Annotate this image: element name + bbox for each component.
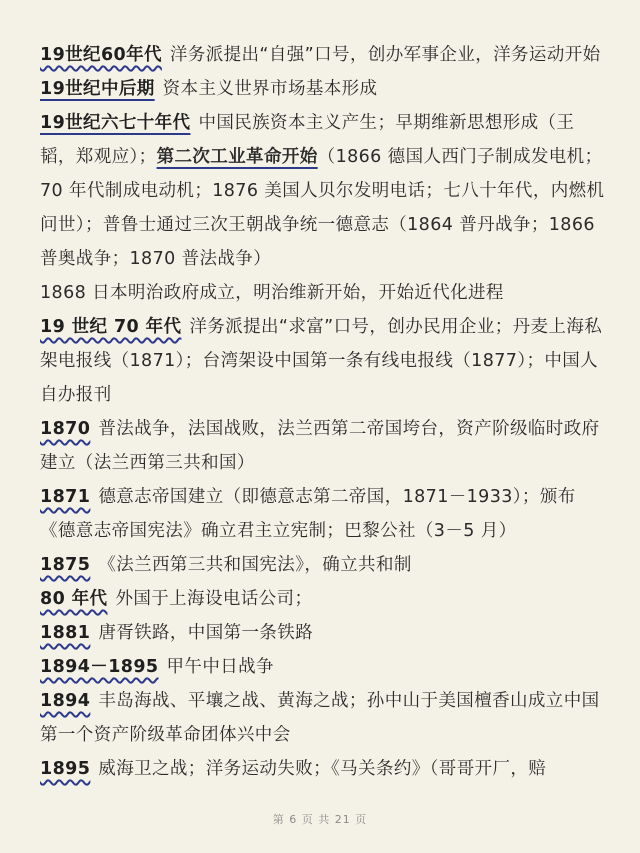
entry-text: 普法战争，法国战败，法兰西第二帝国垮台，资产阶级临时政府建立（法兰西第三共和国） bbox=[40, 419, 600, 473]
entry-text: 威海卫之战；洋务运动失败；《马关条约》（哥哥开厂，赔 bbox=[98, 759, 547, 779]
entry-text: 1868 日本明治政府成立，明治维新开始，开始近代化进程 bbox=[40, 283, 504, 303]
timeline-entry bbox=[40, 106, 610, 276]
entry-date: 1894 bbox=[40, 691, 91, 711]
timeline-entry bbox=[40, 616, 610, 650]
entry-date: 1870 bbox=[40, 419, 91, 439]
entry-date: 1881 bbox=[40, 623, 91, 643]
timeline-entry bbox=[40, 752, 610, 786]
entry-text: 洋务派提出“自强”口号，创办军事企业，洋务运动开始 bbox=[169, 45, 601, 65]
entry-text: （1866 德国人西门子制成发电机；70 年代制成电动机；1876 美国人贝尔发明电话；七八十年代，内燃机问世）；普鲁士通过三次王朝战争统一德意志（1864 普丹战争；1866 普奥战争；1870 普法战争） bbox=[40, 147, 605, 269]
entry-date: 19世纪中后期 bbox=[40, 79, 155, 99]
entry-date: 1894－1895 bbox=[40, 657, 159, 677]
entry-highlight: 第二次工业革命开始 bbox=[156, 147, 318, 167]
timeline-entries bbox=[40, 38, 610, 786]
entry-date: 1871 bbox=[40, 487, 91, 507]
timeline-entry bbox=[40, 38, 610, 72]
page-footer: 第 6 页 共 21 页 bbox=[272, 813, 368, 826]
timeline-entry bbox=[40, 310, 610, 412]
timeline-entry bbox=[40, 480, 610, 548]
timeline-entry bbox=[40, 650, 610, 684]
entry-text: 《法兰西第三共和国宪法》，确立共和制 bbox=[98, 555, 412, 575]
entry-date: 1895 bbox=[40, 759, 91, 779]
entry-text: 外国于上海设电话公司； bbox=[115, 589, 313, 609]
entry-text: 德意志帝国建立（即德意志第二帝国，1871－1933）；颁布《德意志帝国宪法》确立君主立宪制；巴黎公社（3－5 月） bbox=[40, 487, 576, 541]
entry-text: 唐胥铁路，中国第一条铁路 bbox=[98, 623, 314, 643]
entry-date: 19世纪六七十年代 bbox=[40, 113, 191, 133]
entry-date: 19 世纪 70 年代 bbox=[40, 317, 182, 337]
entry-date: 19世纪60年代 bbox=[40, 45, 162, 65]
timeline-entry bbox=[40, 72, 610, 106]
timeline-entry bbox=[40, 582, 610, 616]
entry-text: 洋务派提出“求富”口号，创办民用企业；丹麦上海私架电报线（1871）；台湾架设中国第一条有线电报线（1877）；中国人自办报刊 bbox=[40, 317, 603, 405]
timeline-entry bbox=[40, 412, 610, 480]
entry-text: 丰岛海战、平壤之战、黄海之战；孙中山于美国檀香山成立中国第一个资产阶级革命团体兴中会 bbox=[40, 691, 600, 745]
timeline-entry bbox=[40, 548, 610, 582]
entry-text: 甲午中日战争 bbox=[166, 657, 274, 677]
timeline-entry bbox=[40, 276, 610, 310]
entry-text: 资本主义世界市场基本形成 bbox=[162, 79, 378, 99]
timeline-entry bbox=[40, 684, 610, 752]
entry-date: 80 年代 bbox=[40, 589, 108, 609]
entry-date: 1875 bbox=[40, 555, 91, 575]
entry-text: 中国民族资本主义产生；早期维新思想形成（王韬，郑观应）； bbox=[40, 113, 575, 167]
